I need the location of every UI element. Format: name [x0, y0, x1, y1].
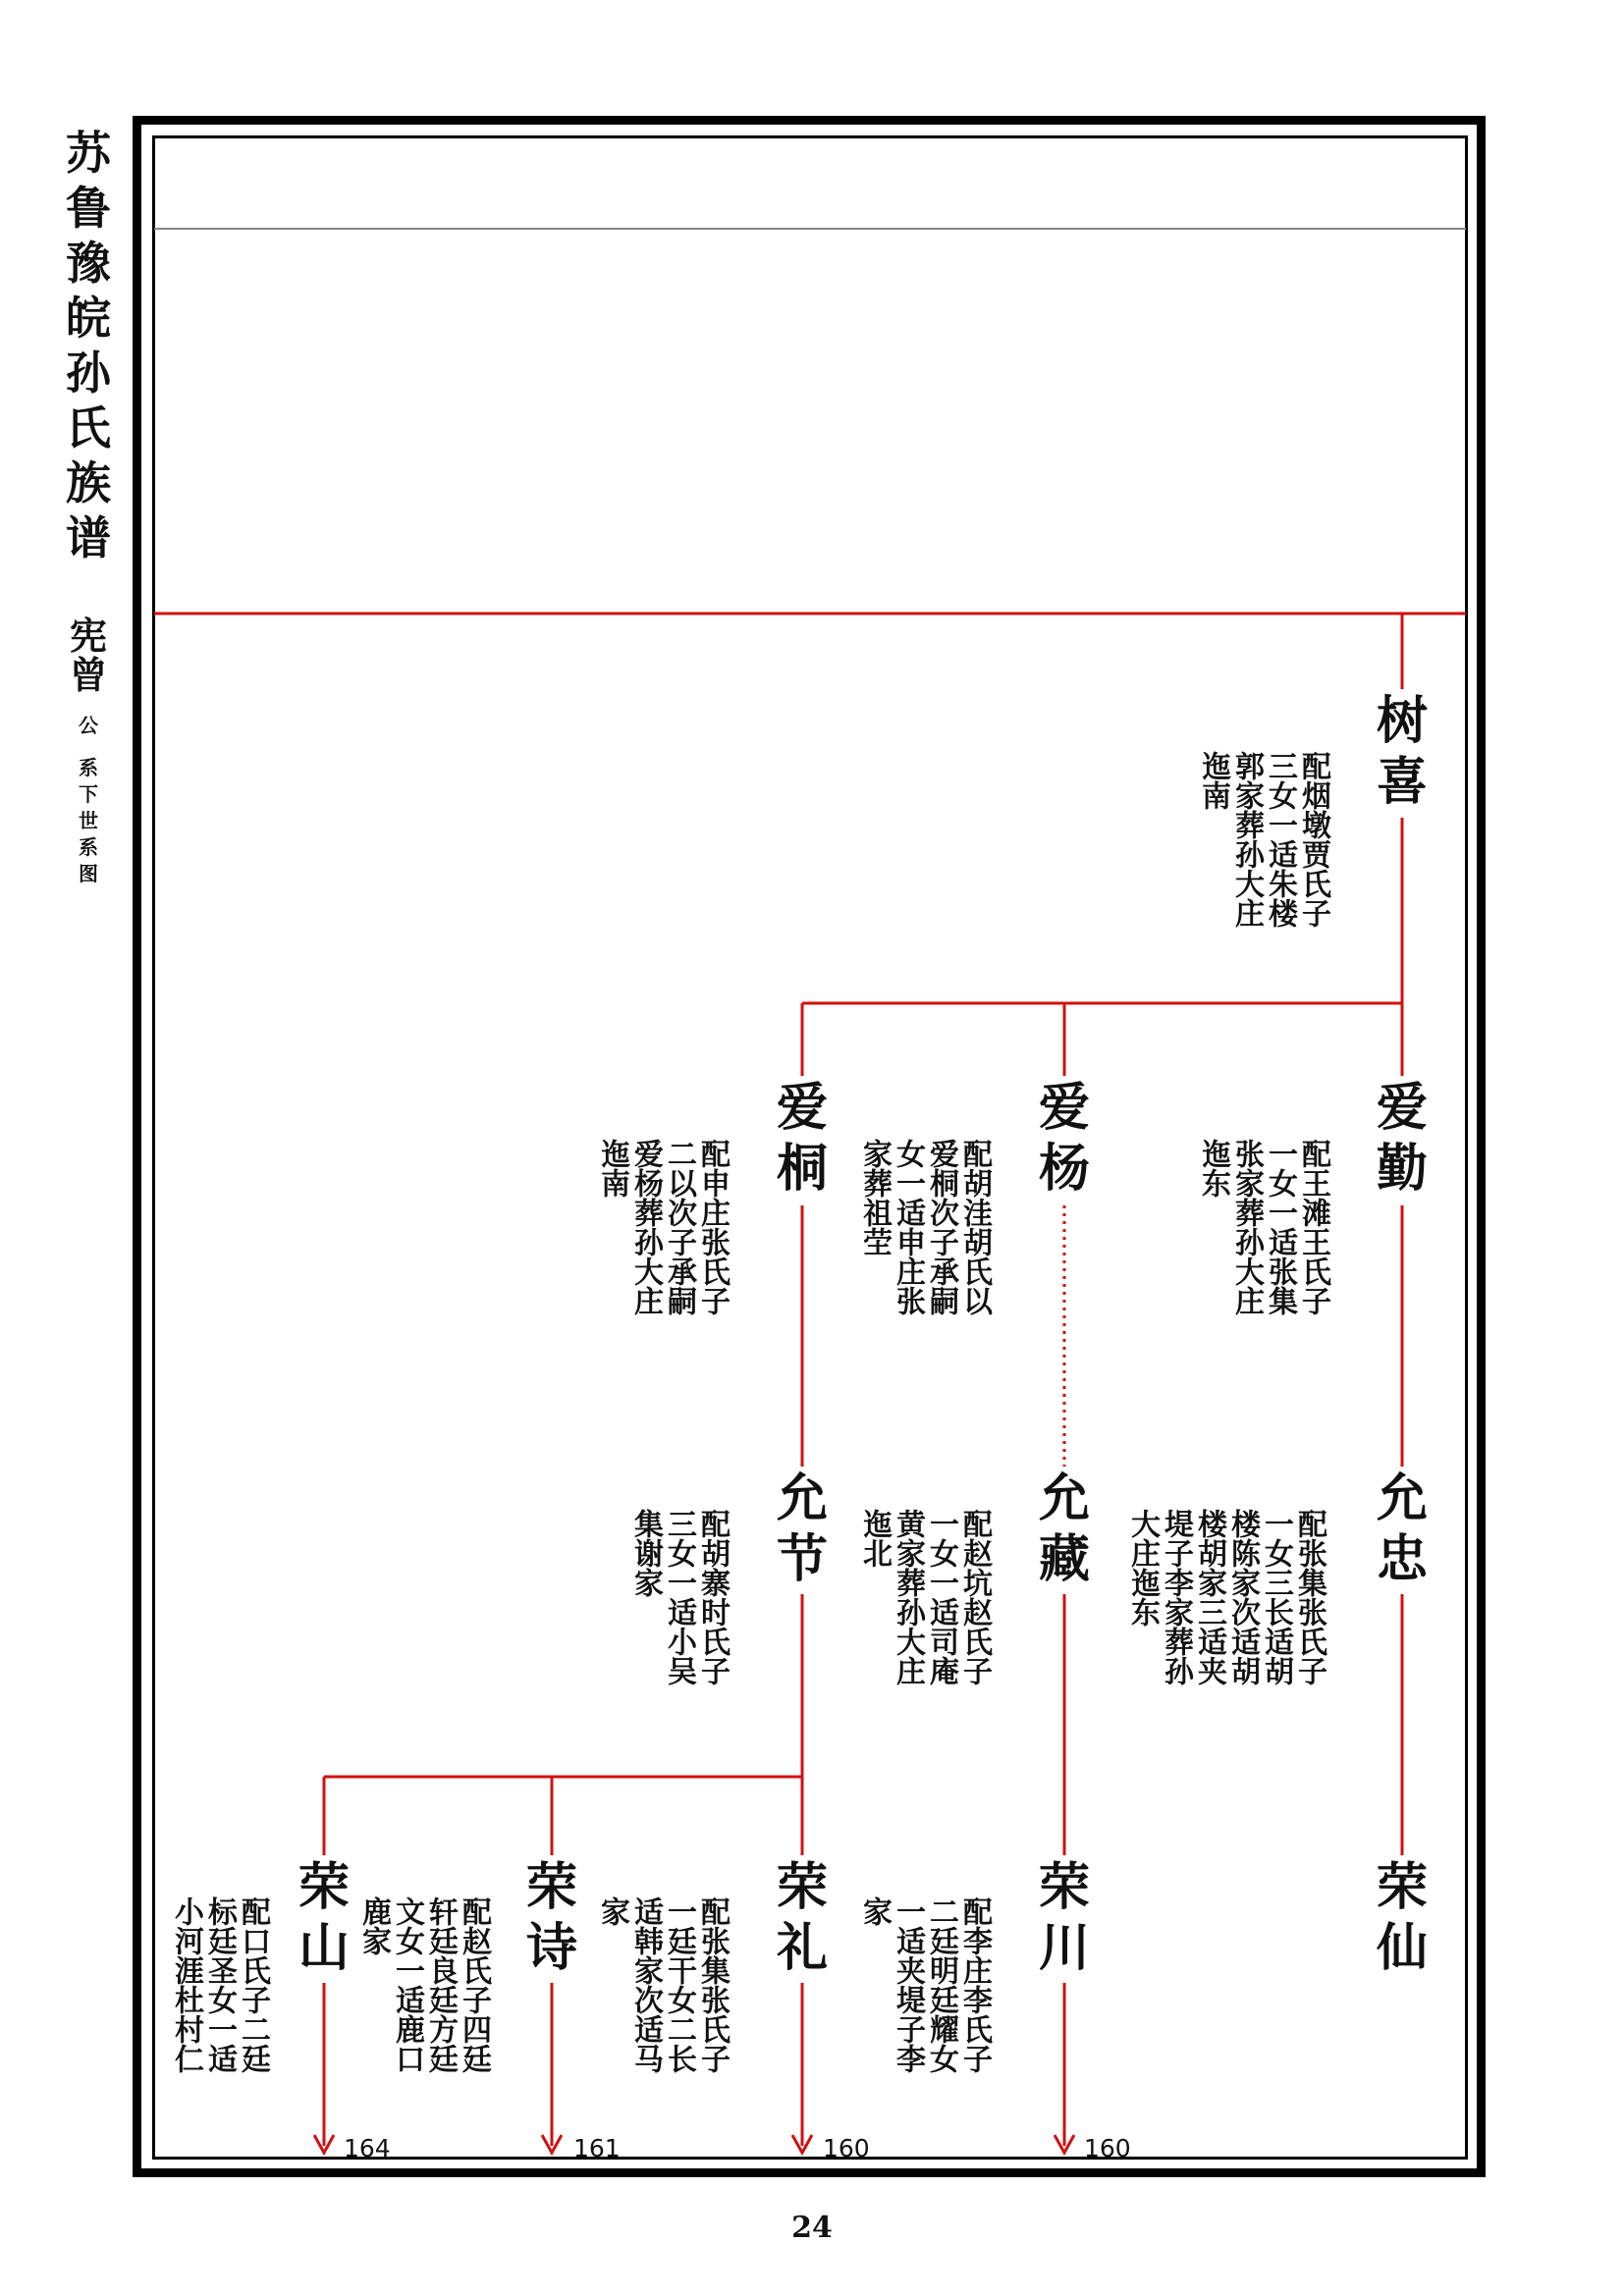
side-title-char: 豫 — [66, 237, 111, 290]
side-sub-char: 宪 — [69, 614, 107, 658]
name-char: 荣 — [1038, 1857, 1090, 1917]
person-note-yuncang: 配赵坑赵氏子 一女一适司庵 黄家葬孙大庄 迤北 — [857, 1509, 992, 1685]
page-number: 24 — [791, 2211, 833, 2245]
name-char: 爱 — [1038, 1078, 1090, 1138]
person-name-yunzhong — [1373, 1468, 1432, 1590]
name-char: 爱 — [1376, 1078, 1428, 1138]
name-char: 爱 — [776, 1078, 828, 1138]
name-char: 允 — [1038, 1468, 1090, 1528]
side-title-char: 氏 — [66, 401, 111, 454]
name-char: 杨 — [1038, 1139, 1090, 1199]
person-name-yuncang — [1035, 1468, 1094, 1590]
name-char: 荣 — [298, 1857, 350, 1917]
side-small-char: 系 — [79, 756, 98, 779]
name-char: 节 — [776, 1529, 828, 1589]
page-ref-rongchuan[interactable]: 160 — [1084, 2134, 1131, 2163]
person-name-rongshi — [522, 1857, 581, 1979]
name-char: 忠 — [1376, 1529, 1428, 1589]
name-char: 仙 — [1376, 1918, 1428, 1978]
person-note-aitong: 配申庄张氏子 二以次子承嗣 爱杨葬孙大庄 迤南 — [595, 1139, 730, 1315]
side-small-char: 图 — [79, 862, 98, 885]
person-name-rongchuan — [1035, 1857, 1094, 1979]
side-title-char: 孙 — [66, 347, 111, 400]
page-ref-rongshan[interactable]: 164 — [344, 2134, 391, 2163]
person-note-rongchuan: 配李庄李氏子 二廷明廷耀女 一适夹堤子李 家 — [857, 1896, 992, 2073]
person-note-aiqin: 配王滩王氏子 一女一适张集 张家葬孙大庄 迤东 — [1196, 1139, 1330, 1315]
side-title-char: 苏 — [66, 127, 111, 180]
person-note-rongshi: 配赵氏子四廷 轩廷良廷方廷 文女一适鹿口 鹿家 — [356, 1896, 491, 2073]
person-note-aiyang: 配胡洼胡氏以 爱桐次子承嗣 女一适申庄张 家葬祖茔 — [857, 1139, 992, 1315]
name-char: 允 — [1376, 1468, 1428, 1528]
person-name-aiyang — [1035, 1078, 1094, 1200]
name-char: 荣 — [525, 1857, 577, 1917]
person-note-rongli: 配张集张氏子 一廷干女二长 适韩家次适马 家 — [595, 1896, 730, 2073]
person-name-rongshan — [295, 1857, 353, 1979]
name-char: 允 — [776, 1468, 828, 1528]
side-title-char: 鲁 — [66, 182, 111, 235]
page-ref-rongli[interactable]: 160 — [823, 2134, 870, 2163]
side-title-char: 族 — [66, 456, 111, 509]
name-char: 喜 — [1376, 752, 1428, 812]
name-char: 荣 — [1376, 1857, 1428, 1917]
side-small-char: 系 — [79, 835, 98, 859]
name-char: 诗 — [525, 1918, 577, 1978]
person-name-aitong — [773, 1078, 832, 1200]
person-name-aiqin — [1373, 1078, 1432, 1200]
side-small-char: 下 — [79, 782, 98, 806]
name-char: 山 — [298, 1918, 350, 1978]
name-char: 川 — [1038, 1918, 1090, 1978]
side-title-char: 谱 — [66, 511, 111, 564]
side-sub-char: 曾 — [69, 653, 107, 697]
person-note-shuxi: 配烟墩贾氏子 三女一适朱楼 郭家葬孙大庄 迤南 — [1196, 751, 1330, 928]
person-note-yunzhong: 配张集张氏子 一女三长适胡 楼陈家次适胡 楼胡家三适夹 堤子李家葬孙 大庄迤东 — [1125, 1509, 1326, 1685]
name-char: 礼 — [776, 1918, 828, 1978]
name-char: 勤 — [1376, 1139, 1428, 1199]
side-small-char: 公 — [79, 714, 98, 737]
person-name-rongxian — [1373, 1857, 1432, 1979]
name-char: 桐 — [776, 1139, 828, 1199]
side-small-char: 世 — [79, 809, 98, 832]
side-title-char: 皖 — [66, 292, 111, 345]
name-char: 荣 — [776, 1857, 828, 1917]
name-char: 藏 — [1038, 1529, 1090, 1589]
page-ref-rongshi[interactable]: 161 — [573, 2134, 621, 2163]
person-note-rongshan: 配口氏子二廷 标廷圣女一适 小河涯杜村仁 — [169, 1896, 270, 2073]
person-note-yunjie: 配胡寨时氏子 三女一适小吴 集谢家 — [628, 1509, 730, 1685]
person-name-yunjie — [773, 1468, 832, 1590]
person-name-rongli — [773, 1857, 832, 1979]
name-char: 树 — [1376, 691, 1428, 751]
person-name-shuxi — [1373, 691, 1432, 813]
